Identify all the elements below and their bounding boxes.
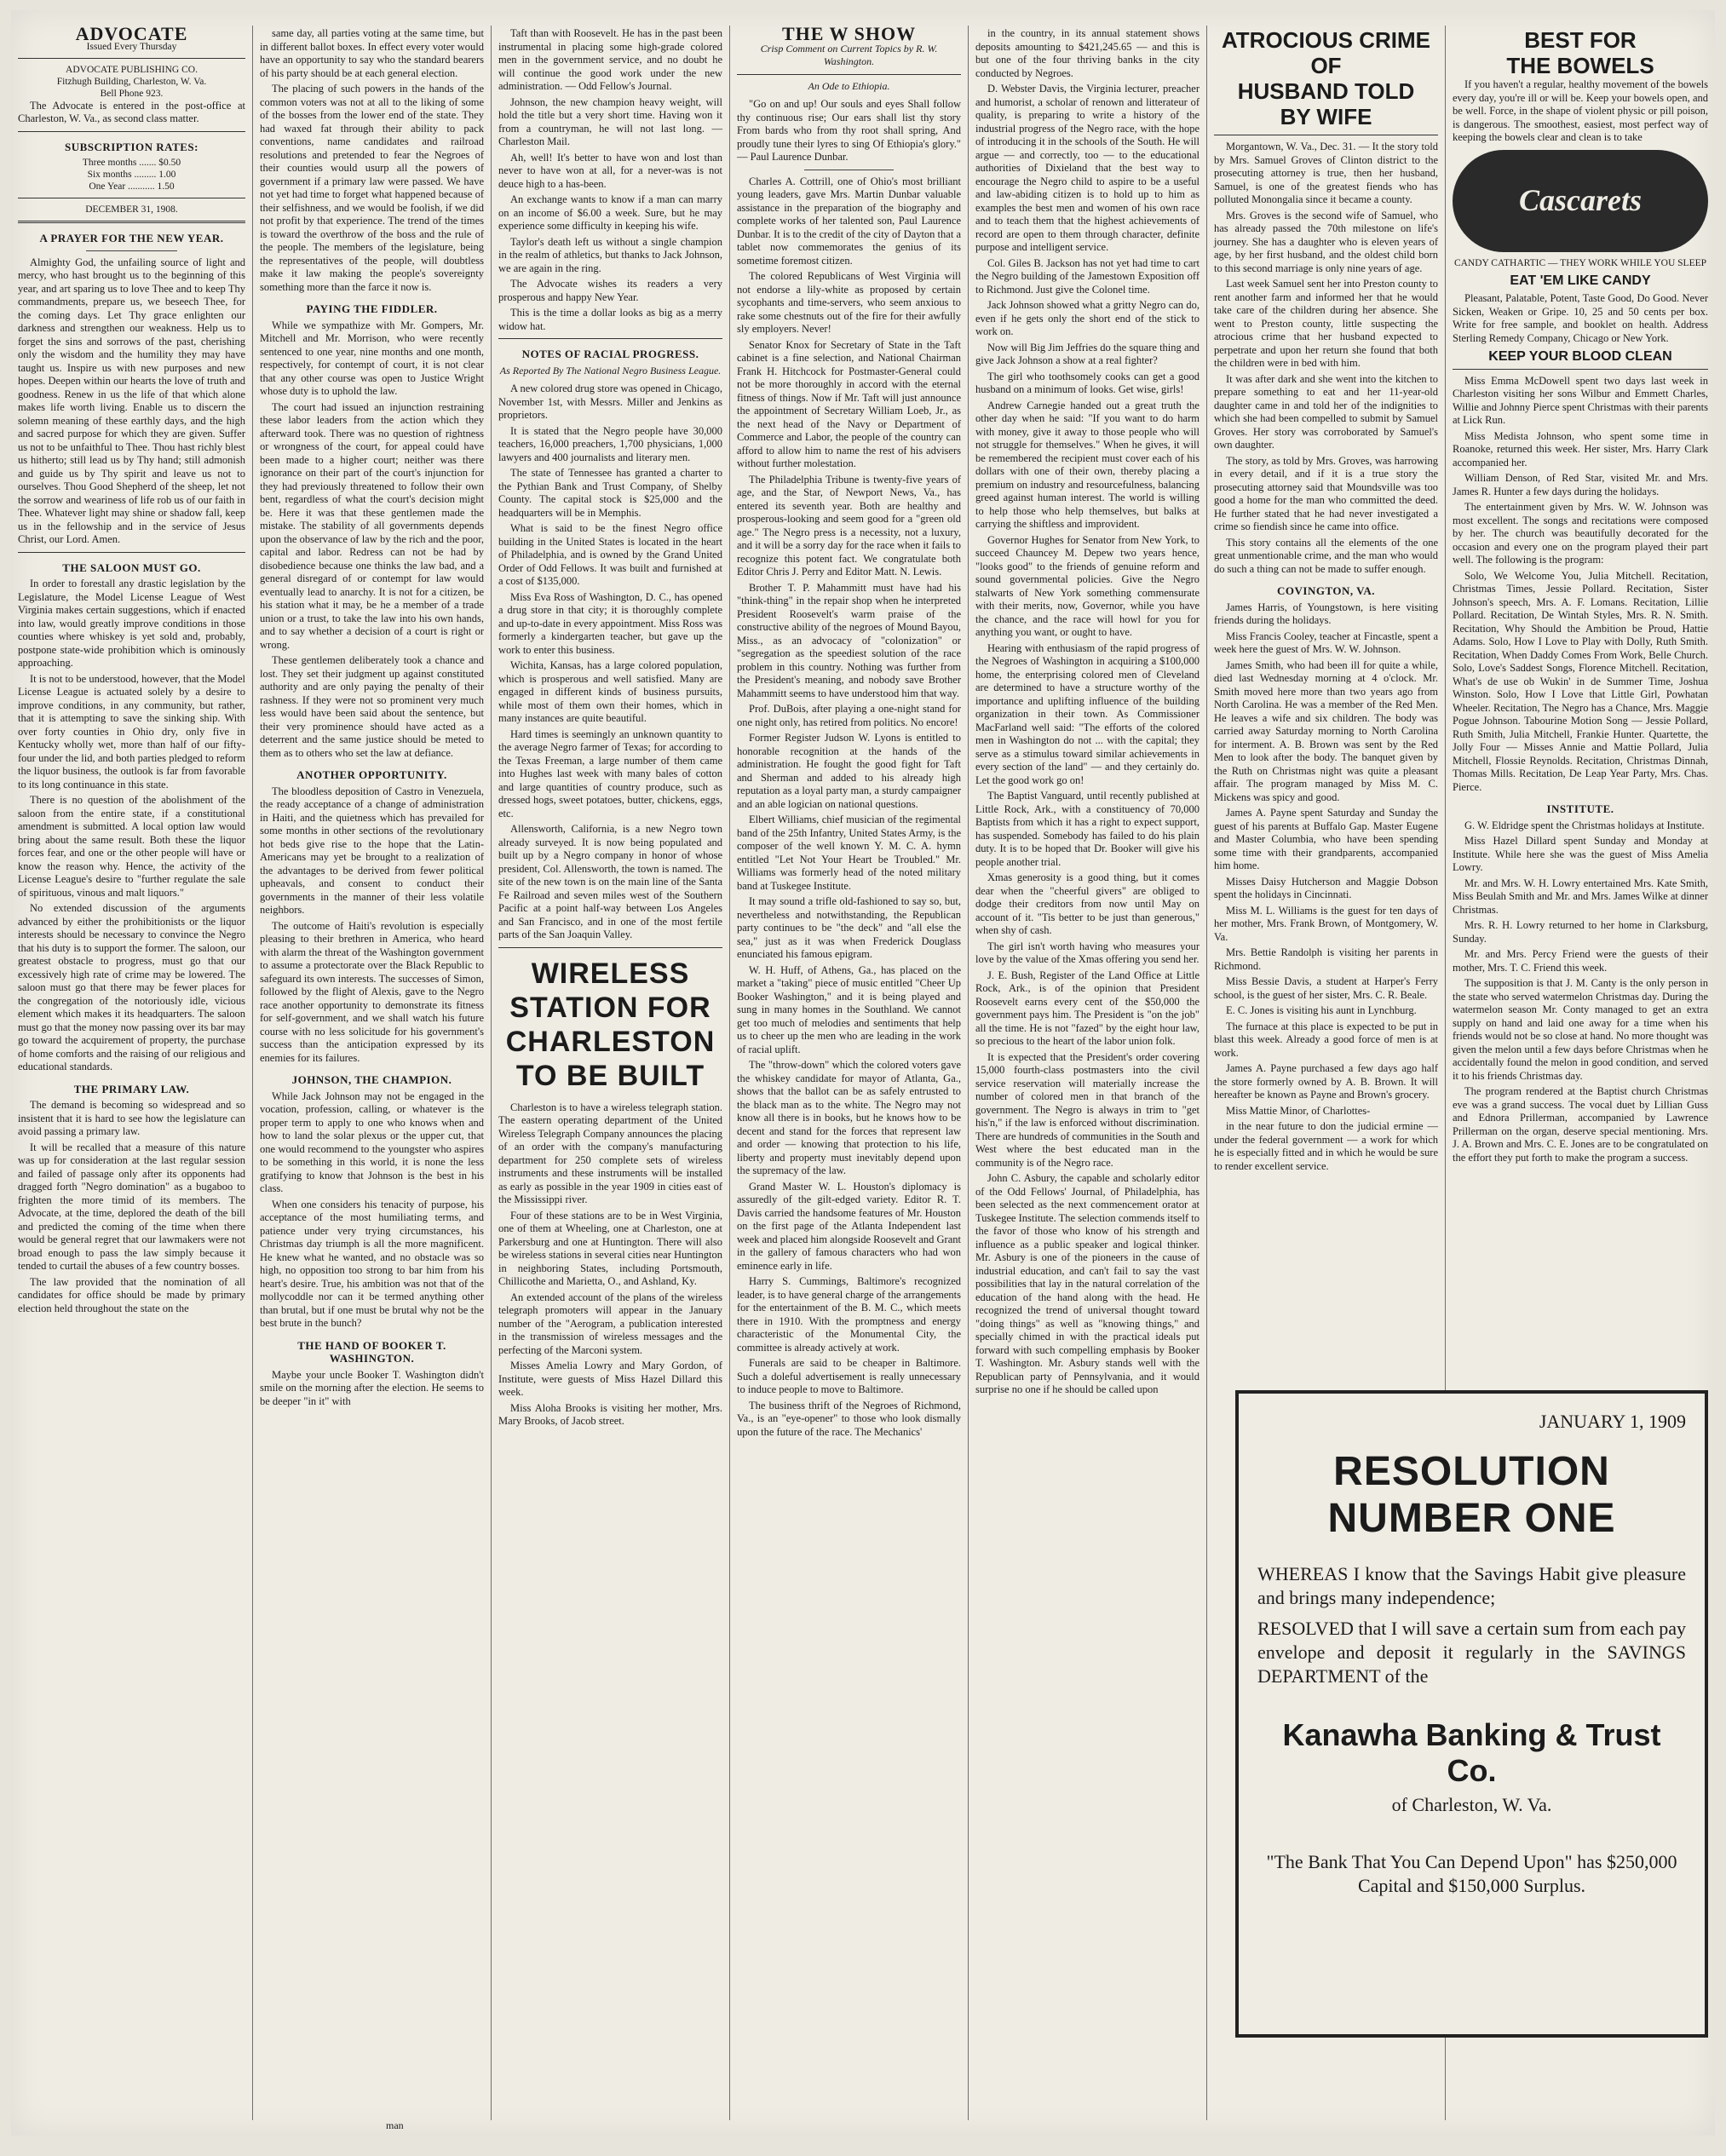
- article-text: James A. Payne spent Saturday and Sunday the guest of his parents at Buffalo Gap. Master Eugene and Master Columbia, who have been spending some time with their grandparents, accompanied him home.: [1214, 807, 1438, 871]
- article-text: William Denson, of Red Star, visited Mr. and Mrs. James R. Hunter a few days during the holidays.: [1453, 472, 1708, 497]
- article-text: The court had issued an injunction restraining these labor leaders from the action which they afterward took. There was no question of rightness or wrongness of the court, for appeal could have been made to a higher court; neither was there ignorance on their part of the court's injunction for they had previously threatened to follow their own bent, regardless of what the court's decision might be. Here it was that these gentlemen made the mistake. The stability of all governments depends upon the observance of law by the rich and the poor, capital and labor. Redress can not be had by disobedience because one thinks the law bad, and a general disregard of or contempt for law would eventually lead to anarchy. It is not for a citizen, be his station what it may, be he a member of a trade union or a trust, to take the law into his own hands, and to say whether a decision of a court is right or wrong.: [260, 400, 484, 651]
- article-text: The entertainment given by Mrs. W. W. Johnson was most excellent. The songs and recitations were composed by her. The church was beautifully decorated for the occasion and every one on the program played their part well. The following is the program:: [1453, 501, 1708, 566]
- article-text: James Smith, who had been ill for quite a while, died last Wednesday morning at 4 o'clock. Mr. Smith moved here more than two years ago from North Carolina. He was a member of the Red Men. He leaves a wife and six children. The body was carried away Saturday morning to North Carolina for interment. A. B. Brown was sent by the Red Men to look after the body. The banquet given by the Ruth on Christmas night was quite a pleasant affair. The program managed by Miss M. C. Mickens was spicy and good.: [1214, 658, 1438, 803]
- article-text: The placing of such powers in the hands of the common voters was not at all to the liking of some of the bosses from the lower end of the state. They had waxed fat through their ability to pack conventions, name candidates and railroad resolutions and pretended to fear the Negroes of their counties would usurp all the powers of government if a primary law were passed. We have not yet had time to forget what happened because of their selfishness, and we would be foolish, if we did not profit by that experience. The trend of the times is toward the overthrow of the boss and the rule of the people. The members of the legislature, being the representatives of the people, will doubtless make it law making the people's sovereignty something more than the farce it now is.: [260, 83, 484, 293]
- article-text: J. E. Bush, Register of the Land Office at Little Rock, Ark., is of the opinion that President Roosevelt earns every cent of the $50,000 the government pays him. The President is "on the job" all the time. He is not "fazed" by the eight hour law, so precious to the heart of the labor union folk.: [975, 969, 1200, 1047]
- article-text: Almighty God, the unfailing source of light and mercy, who hast brought us to the beginning of this year, and art sparing us to love Thee and to keep Thy commandments, prepare us, we beseech Thee, for the coming days. Let Thy grace enlighten our darkness and strengthen our weakness. Help us to forget the sins and sorrows of the past, cherishing only the wisdom and the humility they may have taught us. Inspire us with new purposes and new hopes. Deepen within our hearts the love of truth and goodness. Renew in us the life of that which alone makes life worth living. Enable us to discern the solemn meaning of these earthly days, and the high and sacred purpose for which they are given. Suffer us not to be unfaithful to Thee. Thou hast richly blest us hitherto; still lead us by Thy hand; still admonish and guide us by Thy spirit and leave us not to ourselves. Thou Good Shepherd of the sheep, let not the sorrow and weariness of life rob us of our faith in Thee. Whatever light may shine or shadow fall, keep us in the fellowship and in the service of Jesus Christ, our Lord. Amen.: [18, 256, 245, 545]
- article-text: same day, all parties voting at the same time, but in different ballot boxes. In effect every voter would have an opportunity to say who the standard bearers of his party should be at each general election.: [260, 27, 484, 79]
- article-text: Harry S. Cummings, Baltimore's recognized leader, is to have general charge of the arrangements for the entertainment of the B. M. C., which meets there in 1910. With the promptness and energy characteristic of the Monumental City, the committee is already actively at work.: [737, 1275, 961, 1354]
- article-text: Brother T. P. Mahammitt must have had his "think-thing" in the repair shop when he interpreted President Roosevelt's warm praise of the constructive ability of the negroes of Mound Bayou, Miss., as an advocacy of "colonization" or "segregation as the speediest solution of the race problem in this country. Nothing was further from the President's meaning, and nobody save Brother Mahammitt seems to have understood him that way.: [737, 581, 961, 699]
- article-subheading: As Reported By The National Negro Business League.: [499, 364, 722, 377]
- crime-headline-2: HUSBAND TOLD: [1237, 78, 1415, 104]
- column-6: [1207, 27, 1445, 1373]
- newspaper-page: [11, 10, 1715, 2136]
- article-text: There is no question of the abolishment of the saloon from the entire state, if a constitutional amendment is submitted. A local option law would bring about the same result. Both these the liquor forces fear, and one or the other people will have or know the reason why. Hence, the activity of the License League's desire to "further regulate the sale of spirituous, vinous and malt liquors.": [18, 794, 245, 899]
- column-3: [492, 27, 729, 2119]
- article-text: The girl isn't worth having who measures your love by the value of the Xmas offering you send her.: [975, 940, 1200, 965]
- poem-text: "Go on and up! Our souls and eyes Shall follow thy continuous rise; Our ears shall list thy story From bards who from thy root shall spring, And proudly tune their lyres to sing Of Ethiopia's glory." — Paul Laurence Dunbar.: [737, 98, 961, 163]
- article-text: It was after dark and she went into the kitchen to prepare something to eat and her 11-year-old daughter came in and told her of the indignities to which she had been compelled to submit by Samuel Groves. Her story was corroborated by Samuel's own daughter.: [1214, 372, 1438, 451]
- article-text: The "throw-down" which the colored voters gave the whiskey candidate for mayor of Atlanta, Ga., shows that the ballot can be as safely entrusted to the black man as to the white. The Negro may not know all there is in books, but he knows how to be decent and stand for the forces that represent law and order — knowing that protection to his life, liberty and property must inevitably depend upon the supremacy of the law.: [737, 1059, 961, 1176]
- article-text: Miss Francis Cooley, teacher at Fincastle, spent a week here the guest of Mrs. W. W. Johnson.: [1214, 630, 1438, 655]
- article-text: It is expected that the President's order covering 15,000 fourth-class postmasters into the civil service reservation will materially increase the number of colored men in that branch of the government. The Negro is always in trim to "get his'n," if the law is enforced without discrimination. There are hundreds of communities in the South and West where the best educated man in the community is of the Negro race.: [975, 1050, 1200, 1169]
- column-7: [1446, 27, 1715, 1373]
- article-text: A new colored drug store was opened in Chicago, November 1st, with Messrs. Miller and Jenkins as proprietors.: [498, 382, 722, 421]
- article-text: An exchange wants to know if a man can marry on an income of $6.00 a week. Sure, but he may experience some difficulty in keeping his wife.: [498, 193, 722, 232]
- article-text: Maybe your uncle Booker T. Washington didn't smile on the morning after the election. He seems to be deeper "in it" with: [260, 1368, 484, 1407]
- article-text: Misses Daisy Hutcherson and Maggie Dobson spent the holidays in Cincinnati.: [1214, 875, 1438, 900]
- article-text: The furnace at this place is expected to be put in blast this week. Already a good force of men is at work.: [1214, 1020, 1438, 1059]
- article-text: Xmas generosity is a good thing, but it comes dear when the "cheerful givers" are obliged to dodge their creditors from now until May on account of it. "Tis better to be just than generous," when shy of cash.: [975, 871, 1200, 936]
- article-text: What is said to be the finest Negro office building in the United States is located in the heart of Philadelphia, and is owned by the Grand United Order of Odd Fellows. It was built and furnished at a cost of $135,000.: [498, 522, 722, 587]
- article-text: The colored Republicans of West Virginia will not endorse a lily-white as proposed by certain sycophants and time-servers, who seem anxious to rake some chestnuts out of the fire for their awfully sly employers. Never!: [737, 270, 961, 335]
- article-text: No extended discussion of the arguments advanced by either the prohibitionists or the liquor interests should be necessary to convince the Negro that his duty is to support the former. The saloon, our greatest obstacle to progress, must go that our excessively high rate of crime may be lowered. The saloon must go that there may be fewer places for the congregation of the notoriously idle, vicious element which makes it its headquarters. The saloon must go that the money now passing over its bar may go toward the acquirement of property, the purchase of home comforts and the raising of our religious and educational standards.: [18, 902, 245, 1072]
- article-text: Miss Aloha Brooks is visiting her mother, Mrs. Mary Brooks, of Jacob street.: [498, 1401, 722, 1427]
- article-text: Johnson, the new champion heavy weight, will hold the title but a very short time. Having won it from a countryman, he will not last long. — Charleston Mail.: [498, 95, 722, 147]
- article-heading: THE SALOON MUST GO.: [62, 561, 201, 574]
- wireless-headline: WIRELESS STATION FOR CHARLESTON TO BE BUILT: [505, 957, 716, 1092]
- article-text: Col. Giles B. Jackson has not yet had time to cart the Negro building of the Jamestown Exposition off to Richmond. Just give the Colonel time.: [975, 256, 1200, 296]
- section-subtitle: Crisp Comment on Current Topics by R. W. Washington.: [760, 42, 938, 67]
- crime-headline-1: ATROCIOUS CRIME OF: [1221, 27, 1431, 78]
- article-text: Andrew Carnegie handed out a great truth the other day when he said: "If you want to do harm with money, give it away to those people who will not struggle for themselves." When he gives, it will be remembered the recipient must cover each of his dollars with one of their own, thereby placing a premium on industry and resourcefulness, balancing greed against human interest. The world is willing to help those who help themselves, but balks at carrying the shiftless and improvident.: [975, 399, 1200, 530]
- article-text: In order to forestall any drastic legislation by the Legislature, the Model License League of West Virginia makes certain suggestions, which if enacted into law, would greatly improve conditions in those counties where whiskey is yet sold and, probably, postpone state-wide prohibition which is ominously approaching.: [18, 578, 245, 669]
- article-text: John C. Asbury, the capable and scholarly editor of the Odd Fellows' Journal, of Philadelphia, has been selected as the next commencement orator at Tuskegee Institute. The selection commends itself to the favor of those who know of his strength and influence as a public speaker and logical thinker. Mr. Asbury is one of the pioneers in the cause of industrial education, and can't fail to say the vast possibilities that lay in the natural correlation of the education of the hand along with the head. He recognized the trend of universal thought toward "doing things" as well as "knowing things," and specially chimed in with the practical ideals put forward with such compelling emphasis by Booker T. Washington. Mr. Asbury stands well with the Republican party of Pennsylvania, and it would surprise no one if he should be called upon: [975, 1172, 1200, 1395]
- ad-whereas: WHEREAS I know that the Savings Habit give pleasure and brings many independence;: [1257, 1563, 1686, 1608]
- column-5: [969, 27, 1206, 2119]
- article-heading: INSTITUTE.: [1546, 802, 1614, 815]
- rate-line: Three months ....... $0.50: [82, 158, 181, 168]
- article-text: This is the time a dollar looks as big as a merry widow hat.: [498, 307, 722, 332]
- ad-banner-2: THE BOWELS: [1506, 53, 1654, 78]
- masthead-entered: The Advocate is entered in the post-office at Charleston, W. Va., as second class matter.: [18, 99, 245, 124]
- masthead-title: ADVOCATE: [75, 27, 188, 44]
- article-text: Allensworth, California, is a new Negro town already surveyed. It is now being populated and built up by a Negro company in honor of whose president, Col. Allensworth, the town is named. The site of the new town is on the main line of the Santa Fe Railroad and seven miles west of the Southern Pacific at a point half-way between Los Angeles and San Francisco, and in one of the most fertile parts of the San Joaquin Valley.: [498, 823, 722, 940]
- ad-title: RESOLUTION NUMBER ONE: [1327, 1449, 1616, 1541]
- article-text: Mr. and Mrs. W. H. Lowry entertained Mrs. Kate Smith, Miss Beulah Smith and Mr. and Mrs. James Wilke at dinner Christmas.: [1453, 877, 1708, 916]
- article-text: Hearing with enthusiasm of the rapid progress of the Negroes of Washington in acquiring a $100,000 home, the enterprising colored men of Cleveland are determined to have a structure worthy of the importance and uplifting influence of the building organization in their town. As Commissioner MacFarland well said: "The efforts of the colored men in Washington do not ... with the capital; they serve as a stimulus toward similar achievements in every section of the land" — and they certainly do. Let the good work go on!: [975, 641, 1200, 786]
- article-text: Charles A. Cottrill, one of Ohio's most brilliant young leaders, gave Mrs. Martin Dunbar valuable assistance in the preparation of the biography and complete works of her talented son, Paul Laurence Dunbar. It is to the credit of the city of Dayton that a tablet now commemorates the genius of its sometime foremost citizen.: [737, 175, 961, 267]
- ad-banner-1: BEST FOR: [1524, 27, 1637, 53]
- article-text: It will be recalled that a measure of this nature was up for consideration at the last regular session and failed of passage only after its opponents had dragged forth "Negro domination" as a bugaboo to frighten the more timid of its members. The Advocate, at the time, deplored the death of the bill and predicted the coming of the time when there would be general regret that our lawmakers were not broad enough to pass the law simply because it tended to curtail the abuses of a few country bosses.: [18, 1141, 245, 1272]
- rate-line: Six months ......... 1.00: [87, 170, 176, 180]
- footer-fragment: man: [386, 2119, 404, 2131]
- article-text: It may sound a trifle old-fashioned to say so, but, nevertheless and notwithstanding, the Republican party continues to be "the deck" and "all else the sea," just as it was when Frederick Douglass enunciated his famous epigram.: [737, 895, 961, 960]
- article-text: in the near future to don the judicial ermine — under the federal government — a work for which he is especially fitted and in which he would be sure to render excellent service.: [1214, 1120, 1438, 1172]
- ad-keep-blood: KEEP YOUR BLOOD CLEAN: [1488, 349, 1672, 364]
- article-text: The Philadelphia Tribune is twenty-five years of age, and the Star, of Newport News, Va., has entered its seventh year. Both are healthy and prosperous-looking and seem good for a "green old age." The Negro press is a necessity, not a luxury, and it will be a sorry day for the race when it fails to recognize this potent fact. We congratulate both Editor Chris J. Perry and Editor Matt. N. Lewis.: [737, 473, 961, 578]
- article-text: The girl who toothsomely cooks can get a good husband on a minimum of looks. Get wise, girls!: [975, 370, 1200, 395]
- article-heading: PAYING THE FIDDLER.: [306, 302, 438, 315]
- article-text: Miss Medista Johnson, who spent some time in Roanoke, returned this week. Her sister, Mrs. Harry Clark accompanied her.: [1453, 429, 1708, 469]
- article-text: G. W. Eldridge spent the Christmas holidays at Institute.: [1464, 819, 1705, 831]
- issue-date: DECEMBER 31, 1908.: [85, 204, 178, 215]
- rate-line: One Year ........... 1.50: [89, 181, 175, 192]
- article-text: The Advocate wishes its readers a very prosperous and happy New Year.: [498, 278, 722, 303]
- masthead-phone: Bell Phone 923.: [100, 88, 164, 99]
- article-text: Miss Hazel Dillard spent Sunday and Monday at Institute. While here she was the guest of Miss Amelia Lowry.: [1453, 835, 1708, 873]
- article-text: The outcome of Haiti's revolution is especially pleasing to their brethren in America, who heard with alarm the threat of the Washington government to assume a protectorate over the Black Republic to safeguard its own interests. The successes of Simon, followed by the flight of Alexis, gave to the Negro race another opportunity to demonstrate its fitness for self-government, and we shall watch his future course with no less solicitude for his government's success than the anticipation expressed by its enemies for its failures.: [260, 919, 484, 1064]
- column-4: [730, 27, 968, 2119]
- article-text: Jack Johnson showed what a gritty Negro can do, even if he gets only the short end of the stick to work on.: [975, 299, 1200, 337]
- article-text: Funerals are said to be cheaper in Baltimore. Such a doleful advertisement is really unnecessary to induce people to move to Baltimore.: [737, 1357, 961, 1395]
- article-heading: THE PRIMARY LAW.: [73, 1082, 190, 1095]
- section-title: THE W SHOW: [781, 27, 917, 44]
- article-text: The Baptist Vanguard, until recently published at Little Rock, Ark., with a constituency of 70,000 Baptists from which it has a right to expect support, has suspended. Somebody has failed to do his plain duty. It is to be hoped that Dr. Booker will give his people another trial.: [975, 790, 1200, 868]
- ad-text: If you haven't a regular, healthy movement of the bowels every day, you're ill or will be. Keep your bowels open, and be well. Force, in the shape of violent physic or pill poison, is dangerous. The smoothest, easiest, most perfect way of keeping the bowels clear and clean is to take: [1453, 78, 1708, 143]
- article-heading: ANOTHER OPPORTUNITY.: [296, 768, 447, 781]
- article-text: D. Webster Davis, the Virginia lecturer, preacher and humorist, a scholar of renown and litterateur of quality, is preparing to write a history of the industrial progress of the Negro race, with the hope of introducing it in the schools of the South. He will argue — and correctly, too — to the educational authorities of Dixieland that the best way to encourage the Negro child to aspire to be a useful and law-abiding citizen is to hold up to him as examples the best men and women of his own race and to teach them that the highest achievements of record are open to them through character, definite purpose and intelligent service.: [975, 83, 1200, 253]
- article-text: Prof. DuBois, after playing a one-night stand for one night only, has retired from politics. No encore!: [737, 703, 961, 728]
- article-text: The law provided that the nomination of all candidates for office should be made by primary election held throughout the state on the: [18, 1275, 245, 1314]
- article-text: Miss Bessie Davis, a student at Harper's Ferry school, is the guest of her sister, Mrs. C. R. Beale.: [1214, 975, 1438, 1001]
- article-text: Last week Samuel sent her into Preston county to rent another farm and informed her that he would take care of the children during her absence. She went to Preston county, little suspecting the atrocious crime that her husband expected to perpetrate and upon her return she found that both the children were in bed with him.: [1214, 278, 1438, 369]
- article-text: This story contains all the elements of the one great unmentionable crime, and the man who would do such a thing can not be made to suffer enough.: [1214, 536, 1438, 575]
- article-text: The demand is becoming so widespread and so insistent that it is hard to see how the legislature can avoid passing a primary law.: [18, 1099, 245, 1137]
- article-text: Wichita, Kansas, has a large colored population, which is prosperous and well satisfied. Many are engaged in different kinds of business pursuits, while most of them own their homes, which in many instances are quite beautiful.: [498, 659, 722, 724]
- article-text: Governor Hughes for Senator from New York, to succeed Chauncey M. Depew two years hence, "looks good" to the friends of genuine reform and sound governmental policies. Give the Negro stalwarts of New York something commensurate with their merits, now, Governor, while you have the chance, and the race will howl for you for anything you want, or ought to have.: [975, 533, 1200, 638]
- article-text: Mr. and Mrs. Percy Friend were the guests of their mother, Mrs. T. C. Friend this week.: [1453, 948, 1708, 974]
- article-heading: JOHNSON, THE CHAMPION.: [291, 1073, 452, 1086]
- article-text: When one considers his tenacity of purpose, his acceptance of the most humiliating terms, and patience under very trying circumstances, his Christmas day triumph is all the more magnificent. He knew what he wanted, and no obstacle was so high, no opposition too strong to bar him from his heart's desire. True, his ambition was not that of the mollycoddle nor can it be termed anything other than brutal, but if one must be brutal why not be the best brute in the bunch?: [260, 1198, 484, 1329]
- article-text: Miss M. L. Williams is the guest for ten days of her mother, Mrs. Frank Brown, of Montgomery, W. Va.: [1214, 904, 1438, 943]
- article-text: Misses Amelia Lowry and Mary Gordon, of Institute, were guests of Miss Hazel Dillard this week.: [498, 1360, 722, 1398]
- ad-text: Pleasant, Palatable, Potent, Taste Good, Do Good. Never Sicken, Weaken or Gripe. 10, 25 and 50 cents per box. Write for free sample, and booklet on health. Address Sterling Remedy Company, Chicago or New York.: [1453, 292, 1708, 344]
- ad-slogan: "The Bank That You Can Depend Upon" has $250,000 Capital and $150,000 Surplus.: [1266, 1851, 1677, 1896]
- article-text: Mrs. Groves is the second wife of Samuel, who has already passed the 70th milestone on life's journey. She has a daughter who is eleven years of age, by her first husband, and the oldest child born to this second marriage is only nine years of age.: [1214, 209, 1438, 274]
- article-text: The story, as told by Mrs. Groves, was harrowing in every detail, and if it is a true story the prosecuting attorney said that Moundsville was too good a home for the man who committed the deed. He further stated that he had never investigated a crime so fiendish since he came into office.: [1214, 454, 1438, 532]
- article-heading: A PRAYER FOR THE NEW YEAR.: [39, 232, 224, 244]
- article-text: The state of Tennessee has granted a charter to the Pythian Bank and Trust Company, of Shelby County. The capital stock is $25,000 and the headquarters will be in Memphis.: [498, 467, 722, 519]
- article-text: in the country, in its annual statement shows deposits amounting to $421,245.65 — and this is but one of the four thriving banks in the city conducted by Negroes.: [975, 27, 1200, 79]
- article-text: It is not to be understood, however, that the Model License League is actuated solely by a desire to improve conditions, in any community, but rather, that it is attempting to save the sinking ship. With over forty counties in Ohio dry, only five in Kentucky wholly wet, more than half of our fifty-four under the lid, and both parties pledged to reform the liquor business, the outlook is far from favorable to its long continuance in this state.: [18, 672, 245, 791]
- article-text: James Harris, of Youngstown, is here visiting friends during the holidays.: [1214, 601, 1438, 626]
- column-2: [253, 27, 491, 2119]
- program-text: Solo, We Welcome You, Julia Mitchell. Recitation, Christmas Times, Jessie Pollard. Recitation, Sister Johnson's speech, Mrs. A. F. Lomans. Recitation, Lillie Pollard. Recitation, De Wintah Styles, Mrs. R. N. Smith. Recitation, Why Should the Ambition be Proud, Hattie Adams. Solo, How I Love to Play with Dolly, Ruth Smith. Recitation, When Daddy Comes From Work, Belle Church. Solo, Love's Saddest Songs, Florence Mitchell. Recitation, What's de use ob Wukin' in de Summer Time, Joshua Winston. Solo, How I Love that Little Girl, Powhatan Wheeler. Recitation, The Negro has a Chance, Mrs. Maggie Pogue Johnson. Tabourine Motion Song — Jessie Pollard, Ruth Smith, Julia Mitchell, Frankie Hunter. Quartette, the Jolly Four — Misses Annie and Mattie Pollard, Julia Mitchell, Flossie Reynolds. Recitation, Christmas Dinnah, Thomas Mills. Recitation, De Leap Year Party, Mrs. Chas. Pierce.: [1453, 569, 1708, 793]
- masthead-address: Fitzhugh Building, Charleston, W. Va.: [56, 76, 207, 87]
- article-heading: THE HAND OF BOOKER T. WASHINGTON.: [297, 1338, 446, 1365]
- article-text: While Jack Johnson may not be engaged in the vocation, profession, calling, or whatever is the proper term to apply to one who knows when and how to land the solar plexus or the upper cut, that one would recommend to the youngster who aspires to be something in this world, it is none the less gratifying to know that Johnson is the best in his class.: [260, 1089, 484, 1194]
- masthead-issued: Issued Every Thursday: [86, 41, 177, 52]
- article-text: Taylor's death left us without a single champion in the realm of athletics, but thanks to Jack Johnson, we are again in the ring.: [498, 235, 722, 274]
- article-text: An extended account of the plans of the wireless telegraph promoters will appear in the January number of the "Aerogram, a publication interested in the transmission of wireless messages and the perfecting of the Marconi system.: [498, 1291, 722, 1356]
- article-text: W. H. Huff, of Athens, Ga., has placed on the market a "taking" piece of music entitled "Cheer Up Booker Washington," and it is being played and sung in many homes in the Southland. We cannot get too much of melodies and sentiments that help us to cheer up the men who are leading in the work of racial uplift.: [737, 963, 961, 1055]
- article-text: Now will Big Jim Jeffries do the square thing and give Jack Johnson a show at a real fighter?: [975, 341, 1200, 366]
- article-text: Miss Mattie Minor, of Charlottes-: [1226, 1104, 1371, 1117]
- poem-title: An Ode to Ethiopia.: [808, 79, 890, 92]
- article-text: These gentlemen deliberately took a chance and lost. They set their judgment up against constituted authority and are only paying the penalty of their rashness. If they were not so prominent very much less would have been said about the sentence, but their very prominence should have acted as a deterrent and the same justice should be meted to them as to others who set the law at defiance.: [260, 654, 484, 759]
- article-text: The program rendered at the Baptist church Christmas eve was a grand success. The vocal duet by Lillian Guss and Ednora Prillerman, accompanied by Lawrence Prillerman on the organ, deserve special mentioning. Mrs. J. A. Brown and Mrs. C. E. Jones are to be congratulated on the effort they put forth to make the program a success.: [1453, 1085, 1708, 1164]
- ad-resolved: RESOLVED that I will save a certain sum from each pay envelope and deposit it regularly in the SAVINGS DEPARTMENT of the: [1257, 1618, 1686, 1687]
- ad-eat: EAT 'EM LIKE CANDY: [1510, 273, 1651, 288]
- bank-advertisement: [1235, 1390, 1708, 2038]
- article-text: Mrs. Bettie Randolph is visiting her parents in Richmond.: [1214, 946, 1438, 972]
- cascarets-logo: Cascarets: [1453, 150, 1708, 252]
- article-text: E. C. Jones is visiting his aunt in Lynchburg.: [1226, 1004, 1417, 1016]
- article-text: Miss Emma McDowell spent two days last week in Charleston visiting her sons Wilbur and Emmett Charles, Willie and Johnny Pierce spent Christmas with their parents at Lick Run.: [1453, 374, 1708, 426]
- subscription-heading: SUBSCRIPTION RATES:: [65, 140, 198, 153]
- article-text: Charleston is to have a wireless telegraph station. The eastern operating department of the United Wireless Telegraph Company announces the placing of an order with the company's manufacturing department for 250 complete sets of wireless instruments and these instruments will be installed as early as possible in the year 1909 in cities east of the Mississippi river.: [498, 1101, 722, 1205]
- article-text: It is stated that the Negro people have 30,000 teachers, 16,000 preachers, 1,700 physicians, 1,000 lawyers and 400 journalists and literary men.: [498, 424, 722, 463]
- article-text: Ah, well! It's better to have won and lost than never to have won at all, for a never-was is not deuce high to a has-been.: [498, 151, 722, 190]
- article-text: Miss Eva Ross of Washington, D. C., has opened a drug store in that city; it is thoroughly complete and up-to-date in every appointment. Miss Ross was formerly a kindergarten teacher, but gave up the work to enter this business.: [498, 590, 722, 656]
- article-text: While we sympathize with Mr. Gompers, Mr. Mitchell and Mr. Morrison, who were recently sentenced to one year, nine months and one month, respectively, for contempt of court, it is not clear that any other course was open to Justice Wright whose duty is to uphold the law.: [260, 319, 484, 397]
- cascarets-tagline: CANDY CATHARTIC — THEY WORK WHILE YOU SLEEP: [1453, 257, 1707, 268]
- article-text: Hard times is seemingly an unknown quantity to the average Negro farmer of Texas; for according to the Texas Freeman, a large number of them came into Hughes last week with many bales of cotton and large quantities of country produce, such as dressed hogs, sweet potatoes, butter, chickens, eggs, etc.: [498, 727, 722, 819]
- article-text: The business thrift of the Negroes of Richmond, Va., is an "eye-opener" to those who look dismally upon the future of the race. The Mechanics': [737, 1399, 961, 1438]
- column-1: [11, 27, 252, 2119]
- masthead-publisher: ADVOCATE PUBLISHING CO.: [66, 64, 198, 75]
- article-text: Elbert Williams, chief musician of the regimental band of the 25th Infantry, United States Army, is the composer of the well known Y. M. C. A. hymn entitled "Let Not Your Heart be Troubled." Mr. Williams was formerly head of the noted military band at Tuskegee Institute.: [737, 814, 961, 892]
- article-text: Morgantown, W. Va., Dec. 31. — It the story told by Mrs. Samuel Groves of Clinton district to the prosecuting attorney is true, then her husband, Samuel, is one of the greatest fiends who has polluted Monongalia since it became a county.: [1214, 141, 1438, 205]
- article-text: Senator Knox for Secretary of State in the Taft cabinet is a fine selection, and National Chairman Frank H. Hitchcock for Postmaster-General could not be more thoroughly in accord with the eternal fitness of things. Now if Mr. Taft will just announce the appointment of Secretary William Loeb, Jr., as the next head of the Navy or Department of Commerce and Labor, the people of the country can afford to allow him to name the rest of his advisers without further molestation.: [737, 338, 961, 469]
- ad-city: of Charleston, W. Va.: [1391, 1794, 1552, 1815]
- article-text: Former Register Judson W. Lyons is entitled to honorable recognition at the hands of the administration. He fought the good fight for Taft and Sherman and added to his already high reputation as a loyal party man, a sturdy campaigner and an able logician on national questions.: [737, 732, 961, 810]
- article-text: The supposition is that J. M. Canty is the only person in the state who served watermelon Christmas day. During the watermelon season Mr. Conty managed to get an extra supply on hand and laid one away for a time when his friends would not be so close at hand. No more thought was given the melon until a few days before Christmas when he accidentally found the melon in good condition, and served it to his friends Christmas day.: [1453, 977, 1708, 1082]
- article-text: Mrs. R. H. Lowry returned to her home in Clarksburg, Sunday.: [1453, 919, 1708, 945]
- article-heading: COVINGTON, VA.: [1277, 584, 1375, 597]
- article-text: The bloodless deposition of Castro in Venezuela, the ready acceptance of a change of administration in Haiti, and the quietness which has prevailed for some months in other sections of the revolutionary hot beds give rise to the hope that the Latin-Americans may yet be brought to a realization of the advantages to be derived from fewer political upheavals, and consent to conduct their governments in the manner of their less volatile neighbors.: [260, 785, 484, 916]
- article-heading: NOTES OF RACIAL PROGRESS.: [521, 348, 699, 360]
- ad-date: JANUARY 1, 1909: [1539, 1411, 1686, 1432]
- crime-headline-3: BY WIFE: [1280, 104, 1372, 129]
- article-text: James A. Payne purchased a few days ago half the store formerly owned by A. B. Brown. It will hereafter be known as Payne and Brown's grocery.: [1214, 1062, 1438, 1101]
- article-text: Four of these stations are to be in West Virginia, one of them at Wheeling, one at Charleston, one at Parkersburg and one at Huntington. There will also be wireless stations in several cities near Huntington in neighboring States, including Portsmouth, Chillicothe and Marietta, O., and Ashland, Ky.: [498, 1209, 722, 1287]
- article-text: Taft than with Roosevelt. He has in the past been instrumental in placing some high-grade colored men in the government service, and no doubt he will continue the good work under the new administration. — Odd Fellow's Journal.: [498, 27, 722, 92]
- ad-bank-name: Kanawha Banking & Trust Co.: [1282, 1717, 1661, 1788]
- article-text: Grand Master W. L. Houston's diplomacy is assuredly of the gilt-edged variety. Editor R. T. Davis carried the handsome features of Mr. Houston on the first page of the Atlanta Independent last week and placed him alongside Roosevelt and Grant in the gallery of famous characters who had won eminence early in life.: [737, 1180, 961, 1272]
